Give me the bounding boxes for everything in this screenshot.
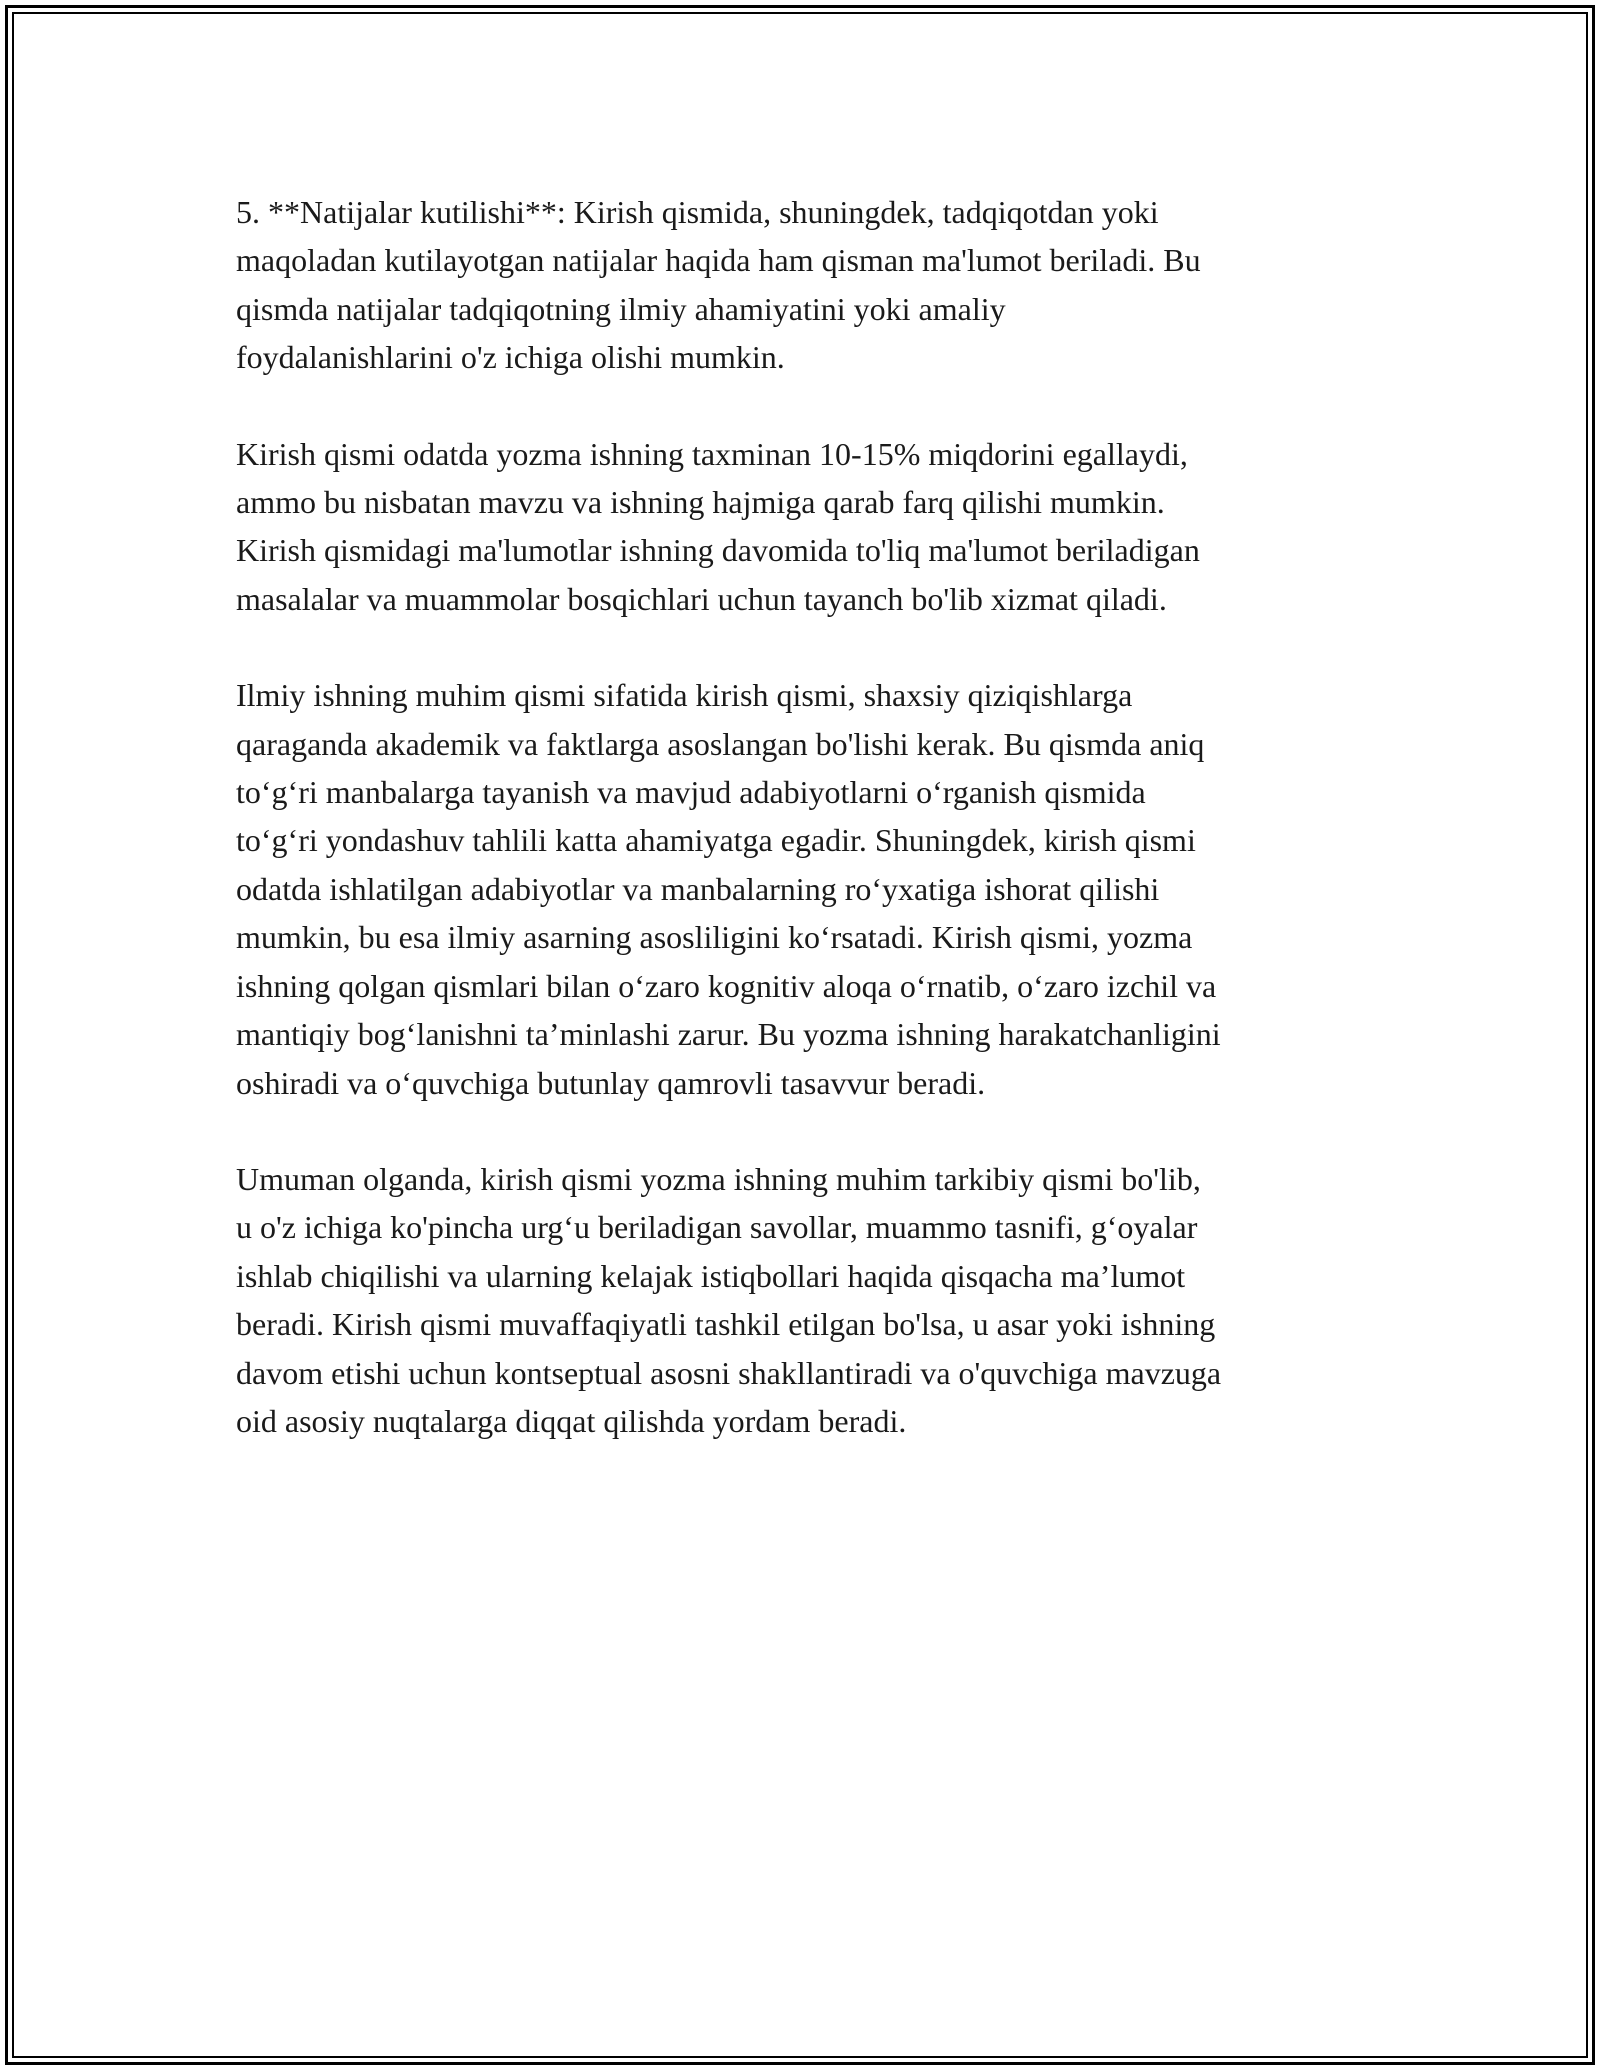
paragraph-academic-basis: Ilmiy ishning muhim qismi sifatida kirish qismi, shaxsiy qiziqishlarga qaraganda akademik va faktlarga asoslangan bo'lishi kerak. Bu qismda aniq to‘g‘ri manbalarga tayanish va mavjud adabiyotlarni o‘rganish qismida to‘g‘ri yondashuv tahlili katta ahamiyatga egadir. Shuningdek, kirish qismi odatda ishlatilgan adabiyotlar va manbalarning ro‘yxatiga ishorat qilishi mumkin, bu esa ilmiy asarning asosliligini ko‘rsatadi. Kirish qismi, yozma ishning qolgan qismlari bilan o‘zaro kognitiv aloqa o‘rnatib, o‘zaro izchil va mantiqiy bog‘lanishni ta’minlashi zarur. Bu yozma ishning harakatchanligini oshiradi va o‘quvchiga butunlay qamrovli tasavvur beradi. [236,677,1221,1101]
paragraph-introduction-length: Kirish qismi odatda yozma ishning taxminan 10-15% miqdorini egallaydi, ammo bu nisbatan mavzu va ishning hajmiga qarab farq qilishi mumkin. Kirish qismidagi ma'lumotlar ishning davomida to'liq ma'lumot beriladigan masalalar va muammolar bosqichlari uchun tayanch bo'lib xizmat qiladi. [236,435,1200,617]
document-body [236,188,1386,1493]
paragraph-expected-results: 5. **Natijalar kutilishi**: Kirish qismida, shuningdek, tadqiqotdan yoki maqoladan kutilayotgan natijalar haqida ham qisman ma'lumot beriladi. Bu qismda natijalar tadqiqotning ilmiy ahamiyatini yoki amaliy foydalanishlarini o'z ichiga olishi mumkin. [236,194,1201,376]
paragraph-conclusion: Umuman olganda, kirish qismi yozma ishning muhim tarkibiy qismi bo'lib, u o'z ichiga ko'pincha urg‘u beriladigan savollar, muammo tasnifi, g‘oyalar ishlab chiqilishi va ularning kelajak istiqbollari haqida qisqacha ma’lumot beradi. Kirish qismi muvaffaqiyatli tashkil etilgan bo'lsa, u asar yoki ishning davom etishi uchun kontseptual asosni shakllantiradi va o'quvchiga mavzuga oid asosiy nuqtalarga diqqat qilishda yordam beradi. [236,1160,1222,1439]
